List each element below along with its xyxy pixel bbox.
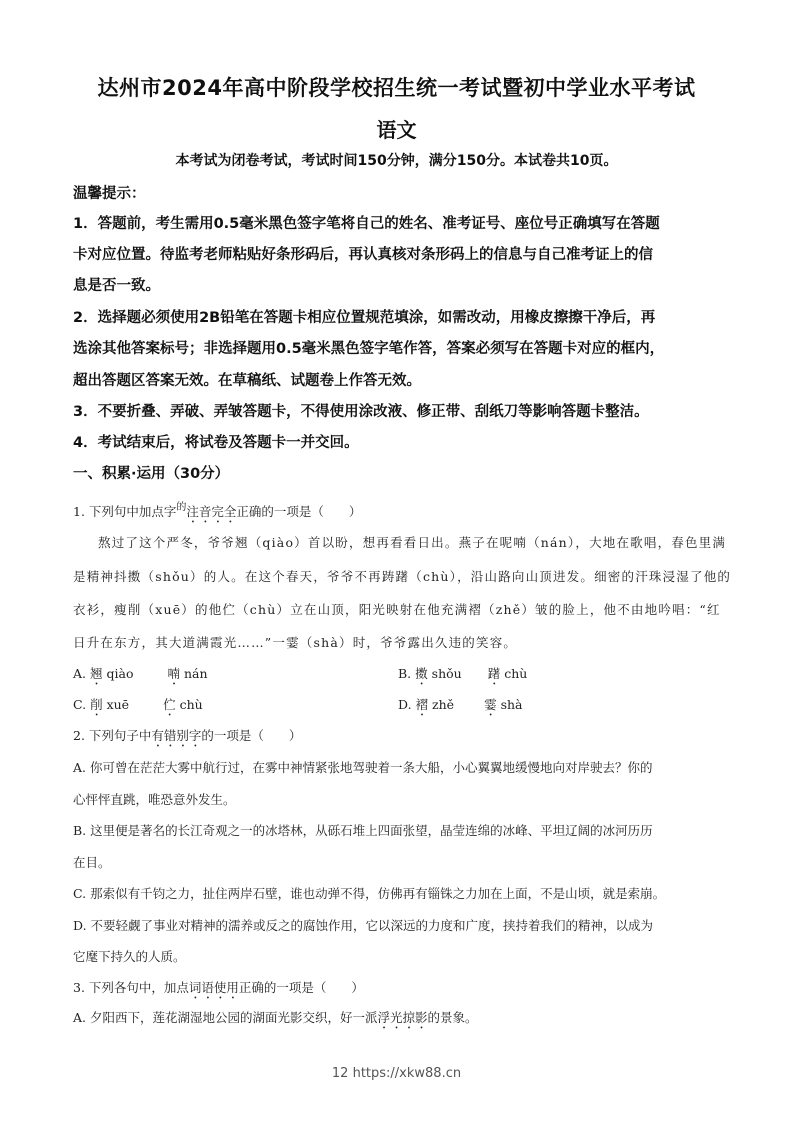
option-label: C. <box>73 697 87 712</box>
tip-line: 选涂其他答案标号；非选择题用0.5毫米黑色签字笔作答，答案必须写在答题卡对应的框内， <box>73 341 665 357</box>
passage-line: 衣衫，瘦削（xuē）的他伫（chù）立在山顶，阳光映射在他充满褶（zhě）皱的脸上，他不由地吟唱：“红 <box>73 602 721 617</box>
option-b-line: 在目。 <box>73 855 111 870</box>
option-a-line: 心怦怦直跳，唯恐意外发生。 <box>73 792 236 807</box>
option-d-line: 它麾下持久的人质。 <box>73 949 186 964</box>
stem-text: 正确的一项是（ ） <box>238 980 364 995</box>
option-label: B. <box>398 666 412 681</box>
dotted-char: 喃 <box>167 666 180 681</box>
dotted-char: 翘 <box>90 666 103 681</box>
stem-text: 3. 下列各句中，加点 <box>73 980 189 995</box>
pinyin: shà <box>500 697 523 712</box>
tip-line: 1．答题前，考生需用0.5毫米黑色签字笔将自己的姓名、准考证号、座位号正确填写在答题 <box>73 216 660 232</box>
dotted-char: 擞 <box>415 666 428 681</box>
pinyin: zhě <box>432 697 455 712</box>
pinyin: chù <box>179 697 203 712</box>
page-footer <box>0 1066 793 1081</box>
stem-dotted: 词语使用 <box>188 980 239 995</box>
stem-dotted: 注音完全 <box>186 504 237 519</box>
question-3-option-a <box>73 1008 725 1032</box>
tips-heading: 温馨提示： <box>73 186 146 202</box>
tip-line: 息是否一致。 <box>73 278 160 294</box>
dotted-char: 霎 <box>484 697 497 712</box>
tip-line: 卡对应位置。待监考老师粘贴好条形码后，再认真核对条形码上的信息与自己准考证上的信 <box>73 247 653 263</box>
stem-text: 1. 下列句中加点字 <box>73 504 177 519</box>
stem-text: 2. 下列句子中 <box>73 728 152 743</box>
passage-line: 日升在东方，其大道满霞光……”一霎（shà）时，爷爷露出久违的笑容。 <box>73 635 518 650</box>
pinyin: xuē <box>106 697 130 712</box>
stem-text: 的一项是（ ） <box>201 728 302 743</box>
exam-title: 达州市2024年高中阶段学校招生统一考试暨初中学业水平考试 <box>97 76 696 100</box>
question-2-stem <box>73 726 725 750</box>
dotted-char: 褶 <box>415 697 429 712</box>
option-c-line: C. 那索似有千钧之力，扯住两岸石壁，谁也动弹不得，仿佛再有锱铢之力加在上面，不是山顷，就是索崩。 <box>73 886 666 901</box>
subject-title: 语文 <box>376 118 417 142</box>
tip-line: 4．考试结束后，将试卷及答题卡一并交回。 <box>73 435 359 451</box>
passage-line: 是精神抖擞（shǒu）的人。在这个春天，爷爷不再踌躇（chù），沿山路向山顶进发。细密的汗珠浸湿了他的 <box>73 569 732 584</box>
question-3-stem <box>73 978 725 1002</box>
option-b-line: B. 这里便是著名的长江奇观之一的冰塔林，从砾石堆上四面张望，晶莹连绵的冰峰、平坦辽阔的冰河历历 <box>73 823 653 838</box>
passage-line: 熬过了这个严冬，爷爷翘（qiào）首以盼，想再看看日出。燕子在呢喃（nán），大地在歌唱，春色里满 <box>98 535 727 550</box>
option-c <box>73 695 203 719</box>
dotted-char: 伫 <box>163 697 176 712</box>
stem-dotted: 有错别字 <box>151 728 202 743</box>
pinyin: nán <box>183 666 208 681</box>
section-heading: 一、积累·运用（30分） <box>73 466 230 482</box>
tip-line: 3．不要折叠、弄破、弄皱答题卡，不得使用涂改液、修正带、刮纸刀等影响答题卡整洁。 <box>73 404 649 420</box>
pinyin: chù <box>504 666 528 681</box>
stem-sup: 的 <box>176 502 187 513</box>
question-1-stem <box>73 498 725 526</box>
option-a-line: A. 你可曾在茫茫大雾中航行过，在雾中神情紧张地驾驶着一条大船，小心翼翼地缓慢地向对岸驶去？你的 <box>73 760 653 775</box>
stem-text: 正确的一项是（ ） <box>236 504 362 519</box>
exam-info: 本考试为闭卷考试，考试时间150分钟，满分150分。本试卷共10页。 <box>175 153 618 169</box>
option-text: A. 夕阳西下，莲花湖湿地公园的湖面光影交织，好一派 <box>73 1010 378 1025</box>
tip-line: 超出答题区答案无效。在草稿纸、试题卷上作答无效。 <box>73 373 421 389</box>
footer-url[interactable]: https://xkw88.cn <box>352 1066 462 1081</box>
option-dotted: 浮光掠影 <box>377 1010 428 1025</box>
option-a <box>73 664 208 688</box>
option-text: 的景象。 <box>427 1010 478 1025</box>
option-d <box>398 695 523 719</box>
option-label: A. <box>73 666 87 681</box>
tip-line: 2．选择题必须使用2B铅笔在答题卡相应位置规范填涂，如需改动，用橡皮擦擦干净后，再 <box>73 310 656 326</box>
option-d-line: D. 不要轻觑了事业对精神的濡养或反之的腐蚀作用，它以深远的力度和广度，挟持着我们的精神，以成为 <box>73 918 654 933</box>
page-number: 12 <box>331 1066 349 1081</box>
pinyin: shǒu <box>431 666 462 681</box>
pinyin: qiào <box>106 666 134 681</box>
option-b <box>398 664 527 688</box>
dotted-char: 躇 <box>487 666 501 681</box>
dotted-char: 削 <box>90 697 103 712</box>
option-label: D. <box>398 697 412 712</box>
